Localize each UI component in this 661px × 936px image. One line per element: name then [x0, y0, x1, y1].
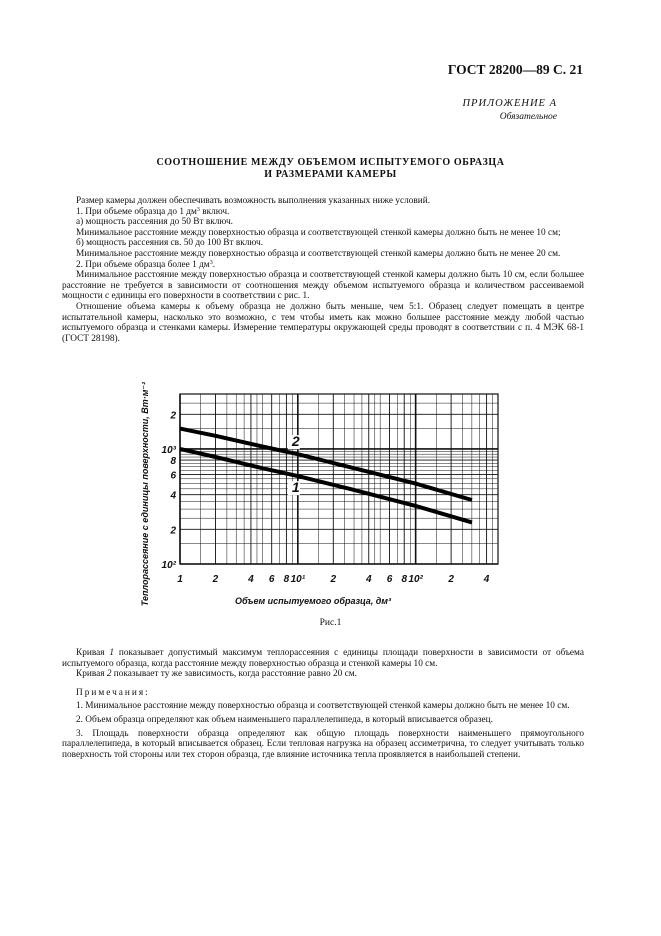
x-tick-label: 1: [177, 574, 183, 585]
text-run: включ.: [199, 206, 230, 217]
x-tick-label: 10²: [408, 574, 423, 585]
x-tick-label: 4: [248, 574, 254, 585]
x-tick-label: 4: [483, 574, 490, 585]
y-tick-label: 4: [170, 490, 176, 502]
paragraph: [62, 207, 584, 218]
paragraph: Минимальное расстояние между поверхностью образца и соответствующей стенкой камеры должно быть 10 см, если большее расстояние не требуется в зависимости от соотношения между объемом испытуемого образца и количеством рассеиваемой мощности с единицы его поверхности в соответствии с рис. 1.: [62, 270, 584, 302]
intro-text: [62, 196, 584, 344]
section-title: [0, 157, 661, 181]
text-run: показывает допустимый максимум теплорассеяния с единицы площади поверхности в зависимости от объема испытуемого образца, когда расстояние между поверхностью образца и стенкой камеры 10 см.: [62, 648, 584, 669]
paragraph: Размер камеры должен обеспечивать возможность выполнения указанных ниже условий.: [76, 196, 431, 206]
y-axis-label: Теплорассеяние с единицы поверхности, Вт·м⁻²: [140, 382, 150, 607]
x-tick-label: 10¹: [290, 574, 306, 585]
note: 2. Объем образца определяют как объем наименьшего параллелепипеда, в который вписывается образец.: [76, 714, 493, 725]
text-run: 1. При объеме образца до 1 дм: [76, 206, 197, 217]
paragraph: [62, 648, 584, 669]
section-title-line2: И РАЗМЕРАМИ КАМЕРЫ: [264, 169, 397, 180]
text-run: Кривая: [76, 669, 107, 680]
paragraph: Минимальное расстояние между поверхностью образца и соответствующей стенкой камеры должно быть не менее 20 см.: [76, 248, 561, 259]
page-header: ГОСТ 28200—89 С. 21: [447, 62, 583, 77]
y-tick-label: 2: [170, 525, 176, 537]
paragraph: Отношение объема камеры к объему образца не должно быть меньше, чем 5:1. Образец следует помещать в центре испытательной камеры, насколько это возможно, с тем чтобы иметь как можно большее расстояние между любой частью испытуемого образца и стенками камеры. Измерение температуры окружающей среды проводят в соответствии с п. 4 МЭК 68-1 (ГОСТ 28198).: [62, 301, 584, 344]
figure-caption: Рис.1: [319, 618, 342, 628]
after-text: [62, 648, 584, 760]
paragraph: а) мощность рассеяния до 50 Вт включ.: [76, 217, 233, 228]
text-run: Кривая: [76, 648, 110, 658]
y-tick-label: 6: [170, 470, 176, 482]
superscript: 3: [209, 259, 213, 266]
y-tick-label: 8: [170, 456, 176, 468]
paragraph: [62, 669, 584, 680]
text-run: показывает ту же зависимость, когда расстояние равно 20 см.: [111, 669, 357, 680]
note: 3. Площадь поверхности образца определяют как общую площадь поверхности наименьшего прямоугольного параллелепипеда, в который вписывается образец. Если тепловая нагрузка на образец ассиметрична, то следует учитывать только поверхность той стороны или тех сторон образца, где влияние источника тепла проявляется в наибольшей степени.: [62, 728, 584, 760]
x-tick-label: 2: [448, 574, 454, 585]
x-tick-label: 2: [212, 574, 219, 585]
x-tick-label: 4: [365, 574, 372, 585]
figure-chart: [118, 382, 518, 612]
curve-number: 1: [109, 648, 115, 658]
chart-svg: [118, 382, 518, 612]
note: 1. Минимальное расстояние между поверхностью образца и соответствующей стенкой камеры должно быть не менее 10 см.: [76, 701, 570, 712]
y-tick-label: 10³: [161, 444, 176, 456]
paragraph: б) мощность рассеяния св. 50 до 100 Вт включ.: [76, 238, 264, 249]
paragraph: Минимальное расстояние между поверхностью образца и соответствующей стенкой камеры должно быть не менее 10 см;: [76, 227, 561, 238]
appendix-title: ПРИЛОЖЕНИЕ А: [462, 98, 557, 109]
text-run: 2. При объеме образца более 1 дм: [76, 259, 210, 270]
y-tick-label: 10²: [161, 560, 176, 571]
x-tick-label: 8: [283, 574, 290, 585]
paragraph: [62, 260, 584, 271]
x-tick-label: 6: [268, 574, 275, 585]
y-tick-label: 2: [170, 410, 176, 422]
appendix-status: Обязательное: [499, 112, 557, 122]
x-tick-label: 6: [386, 574, 393, 585]
curve-number: 2: [106, 669, 112, 680]
x-tick-label: 8: [401, 574, 408, 585]
x-axis-label: Объем испытуемого образца, дм³: [235, 596, 391, 606]
x-tick-label: 2: [330, 574, 337, 585]
text-run: .: [212, 259, 216, 270]
curve-label-2: 2: [291, 433, 300, 450]
section-title-line1: СООТНОШЕНИЕ МЕЖДУ ОБЪЕМОМ ИСПЫТУЕМОГО ОБРАЗЦА: [156, 157, 505, 168]
superscript: 3: [196, 206, 200, 213]
notes-title: Примечания:: [76, 687, 150, 698]
curve-label-1: 1: [291, 479, 300, 496]
